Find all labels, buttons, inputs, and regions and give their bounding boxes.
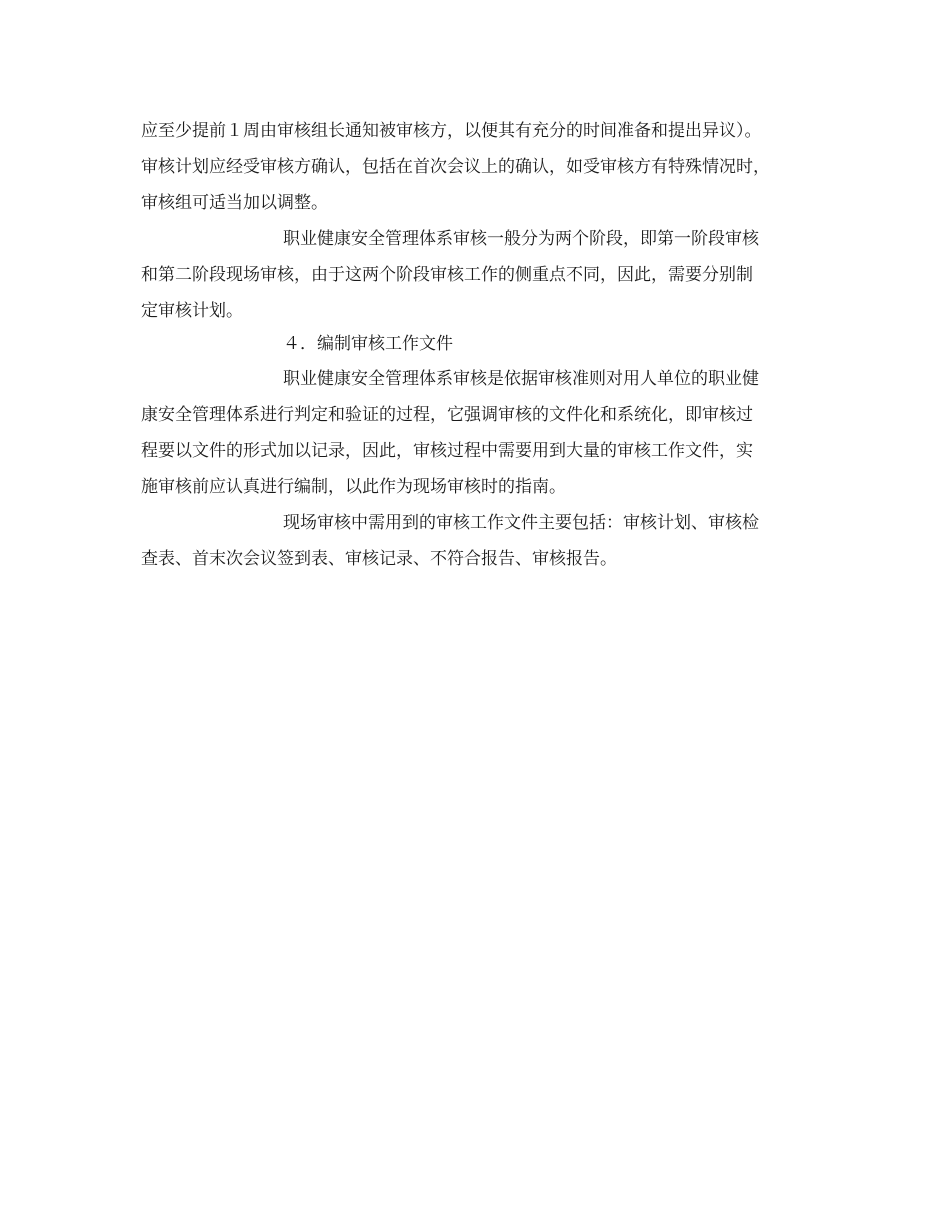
paragraph-line: 康安全管理体系进行判定和验证的过程，它强调审核的文件化和系统化，即审核过 (141, 405, 753, 425)
paragraph-line: 职业健康安全管理体系审核是依据审核准则对用人单位的职业健 (283, 369, 759, 389)
section-heading: ４．编制审核工作文件 (283, 334, 453, 354)
paragraph-line: 程要以文件的形式加以记录，因此，审核过程中需要用到大量的审核工作文件，实 (141, 441, 753, 461)
paragraph-line: 查表、首末次会议签到表、审核记录、不符合报告、审核报告。 (141, 549, 617, 569)
paragraph-line: 现场审核中需用到的审核工作文件主要包括：审核计划、审核检 (283, 513, 759, 533)
paragraph-line: 职业健康安全管理体系审核一般分为两个阶段，即第一阶段审核 (283, 229, 759, 249)
paragraph-line: 施审核前应认真进行编制，以此作为现场审核时的指南。 (141, 477, 566, 497)
paragraph-line: 审核组可适当加以调整。 (141, 193, 328, 213)
paragraph-line: 定审核计划。 (141, 301, 243, 321)
paragraph-line: 和第二阶段现场审核，由于这两个阶段审核工作的侧重点不同，因此，需要分别制 (141, 265, 753, 285)
paragraph-line: 审核计划应经受审核方确认，包括在首次会议上的确认，如受审核方有特殊情况时， (141, 157, 770, 177)
paragraph-line: 应至少提前１周由审核组长通知被审核方，以便其有充分的时间准备和提出异议）。 (141, 121, 762, 141)
